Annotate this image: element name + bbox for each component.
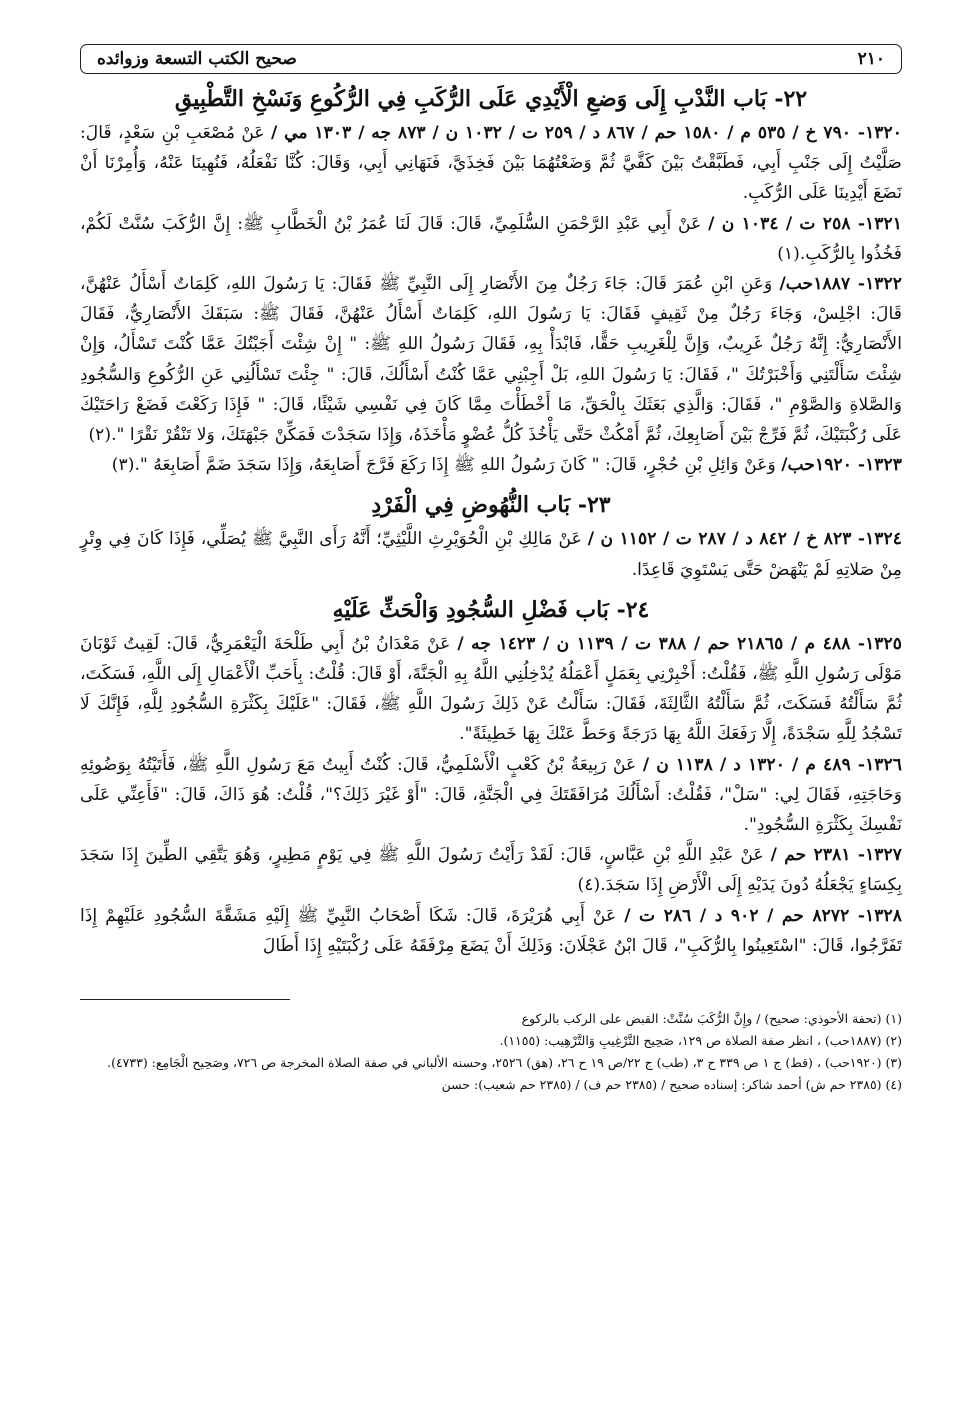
- hadith-refs: ١٣٢٢- ١٨٨٧حب/: [779, 274, 903, 295]
- footnote: (٢) (١٨٨٧حب) ، انظر صفة الصلاة ص ١٢٩، صَحِيح التَّرْغِيبِ وَالتَّرْهِيب: (١١٥٥).: [499, 1033, 902, 1049]
- hadith-text: عَنْ عَبْدِ اللَّهِ بْنِ عَبَّاسٍ، قَالَ: لَقَدْ رَأَيْتُ رَسُولَ اللَّهِ ﷺ فِي يَوْمٍ مَطِيرٍ، وَهُوَ يَتَّقِي الطِّينَ إِذَا سَجَدَ بِكِسَاءٍ يَجْعَلُهُ دُونَ يَدَيْهِ إِلَى الْأَرْضِ إِذَا سَجَدَ.(٤): [80, 845, 902, 896]
- page-number: ٢١٠: [857, 49, 885, 69]
- hadith-text: وَعَنْ وَائِلِ بْنِ حُجْرٍ، قَالَ: " كَانَ رَسُولُ اللهِ ﷺ إِذَا رَكَعَ فَرَّجَ أَصَابِعَهُ، وَإِذَا سَجَدَ ضَمَّ أَصَابِعَهُ ".(٣): [111, 455, 782, 476]
- hadith-refs: ١٣٢٦- ٤٨٩ م / ١٣٢٠ د / ١١٣٨ ن /: [642, 754, 902, 775]
- page: [80, 44, 902, 1096]
- hadith-text: عَنْ مُصْعَبِ بْنِ سَعْدٍ، قَالَ: صَلَّيْتُ إِلَى جَنْبِ أَبِي، فَطَبَّقْتُ بَيْنَ كَفَّيَّ ثُمَّ وَضَعْتُهُمَا بَيْنَ فَخِذَيَّ، فَنَهَانِي أَبِي، وَقَالَ: كُنَّا نَفْعَلُهُ، فَنُهِينَا عَنْهُ، وَأُمِرْنَا أَنْ نَضَعَ أَيْدِينَا عَلَى الرُّكَبِ.: [80, 123, 902, 204]
- hadith-entry: [80, 629, 902, 750]
- book-title: صحيح الكتب التسعة وزوائده: [97, 49, 297, 69]
- hadith-text: وَعَنِ ابْنِ عُمَرَ قَالَ: جَاءَ رَجُلٌ مِنَ الأَنْصَارِ إِلَى النَّبِيِّ ﷺ فَقَالَ: يَا رَسُولَ اللهِ، كَلِمَاتٌ أَسْأَلُ عَنْهُنَّ، قَالَ: اجْلِسْ، وَجَاءَ رَجُلٌ مِنْ ثَقِيفٍ فَقَالَ: يَا رَسُولَ اللهِ، كَلِمَاتٌ أَسْأَلُ عَنْهُنَّ، فَقَالَ ﷺ: سَبَقَكَ الأَنْصَارِيُّ، فَقَالَ الأَنْصَارِيُّ: إِنَّهُ رَجُلٌ غَرِيبٌ، وَإِنَّ لِلْغَرِيبِ حَقًّا، فَابْدَأْ بِهِ، فَقَالَ رَسُولُ اللهِ ﷺ: " إِنْ شِئْتَ أَجَبْتُكَ عَمَّا كُنْتَ تَسْأَلُ، وَإِنْ شِئْتَ سَأَلْتَنِي وَأَخْبَرْتُكَ "، فَقَالَ: يَا رَسُولَ اللهِ، بَلْ أَجِبْنِي عَمَّا كُنْتُ أَسْأَلُكَ، قَالَ: " جِئْتَ تَسْأَلُنِي عَنِ الرُّكُوعِ وَالسُّجُودِ وَالصَّلاةِ وَالصَّوْمِ "، فَقَالَ: وَالَّذِي بَعَثَكَ بِالْحَقِّ، مَا أَخْطَأْتَ مِمَّا كَانَ فِي نَفْسِي شَيْئًا، قَالَ: " فَإِذَا رَكَعْتَ فَضَعْ رَاحَتَيْكَ عَلَى رُكْبَتَيْكَ، ثُمَّ فَرِّجْ بَيْنَ أَصَابِعِكَ، ثُمَّ أَمْكُثْ حَتَّى يَأْخُذَ كُلُّ عُضْوٍ مَأْخَذَهُ، وَإِذَا سَجَدْتَ فَمَكِّنْ جَبْهَتَكَ، وَلا تَنْقُرْ نَقْرًا ".(٢): [80, 274, 902, 446]
- chapter-heading: ٢٤- بَاب فَضْلِ السُّجُودِ وَالْحَثِّ عَلَيْهِ: [332, 596, 650, 623]
- chapter-heading: ٢٣- بَاب النُّهُوضِ فِي الْفَرْدِ: [371, 492, 611, 519]
- footnote: (٣) (١٩٢٠حب) ، (قط) ج ١ ص ٣٣٩ ح ٣، (طب) ج ٢٢/ص ١٩ ح ٢٦، (هق) ٢٥٢٦، وحسنه الألباني في صفة الصلاة المخرجة ص ٧٢٦، وصَحِيح الْجَامِع: (٤٧٣٣).: [107, 1055, 902, 1071]
- hadith-entry: [80, 901, 902, 961]
- hadith-entry: [80, 840, 902, 900]
- hadith-refs: ١٣٢٨- ٨٢٧٢ حم / ٩٠٢ د / ٢٨٦ ت /: [624, 905, 902, 926]
- hadith-text: عَنْ أَبِي هُرَيْرَةَ، قَالَ: شَكَا أَصْحَابُ النَّبِيِّ ﷺ إِلَيْهِ مَشَقَّةَ السُّجُودِ عَلَيْهِمْ إِذَا تَفَرَّجُوا، قَالَ: "اسْتَعِينُوا بِالرُّكَبِ"، قَالَ ابْنُ عَجْلَانَ: وَذَلِكَ أَنْ يَضَعَ مِرْفَقَهُ عَلَى رُكْبَتَيْهِ إِذَا أَطَالَ: [80, 905, 902, 956]
- hadith-text: عَنْ رَبِيعَةُ بْنُ كَعْبٍ الْأَسْلَمِيُّ، قَالَ: كُنْتُ أَبِيتُ مَعَ رَسُولِ اللَّهِ ﷺ، فَأَتَيْتُهُ بِوَضُوئِهِ وَحَاجَتِهِ، فَقَالَ لِي: "سَلْ"، فَقُلْتُ: أَسْأَلُكَ مُرَافَقَتَكَ فِي الْجَنَّةِ، قَالَ: "أَوْ غَيْرَ ذَلِكَ؟"، قُلْتُ: هُوَ ذَاكَ، قَالَ: "فَأَعِنِّي عَلَى نَفْسِكَ بِكَثْرَةِ السُّجُودِ".: [80, 754, 902, 836]
- footnote-separator: [80, 999, 290, 1000]
- hadith-text: عَنْ مَالِكِ بْنِ الْحُوَيْرِثِ اللَّيْثِيِّ؛ أَنَّهُ رَأَى النَّبِيَّ ﷺ يُصَلِّي، فَإِذَا كَانَ فِي وِتْرٍ مِنْ صَلاتِهِ لَمْ يَنْهَضْ حَتَّى يَسْتَوِيَ قَاعِدًا.: [80, 529, 902, 580]
- chapter-heading: ٢٢- بَاب النَّدْبِ إِلَى وَضعِ الْأَيْدِي عَلَى الرُّكَبِ فِي الرُّكُوعِ وَنَسْخِ التَّطْبِيقِ: [174, 86, 808, 112]
- footnote: (٤) (٢٣٨٥ حم ش) أحمد شاكر: إسناده صحيح / (٢٣٨٥ حم ف) / (٢٣٨٥ حم شعيب): حسن: [441, 1077, 902, 1093]
- footnote-separator-wrap: [80, 999, 902, 1000]
- hadith-refs: ١٣٢٣- ١٩٢٠حب/: [781, 455, 902, 476]
- hadith-entry: [80, 750, 902, 841]
- hadith-refs: ١٣٢٤- ٨٢٣ خ / ٨٤٢ د / ٢٨٧ ت / ١١٥٢ ن /: [587, 529, 902, 550]
- hadith-refs: ١٣٢٠- ٧٩٠ خ / ٥٣٥ م / ١٥٨٠ حم / ٨٦٧ د / ٢٥٩ ت / ١٠٣٢ ن / ٨٧٣ جه / ١٣٠٣ مي /: [270, 123, 903, 143]
- hadith-refs: ١٣٢١- ٢٥٨ ت / ١٠٣٤ ن /: [708, 213, 902, 234]
- hadith-refs: ١٣٢٧- ٢٣٨١ حم /: [770, 845, 902, 866]
- hadith-entry: [80, 209, 902, 269]
- footnotes: [80, 1008, 902, 1096]
- hadith-text: عَنْ مَعْدَانُ بْنُ أَبِي طَلْحَةَ الْيَعْمَرِيُّ، قَالَ: لَقِيتُ ثَوْبَانَ مَوْلَى رَسُولِ اللَّهِ ﷺ، فَقُلْتُ: أَخْبِرْنِي بِعَمَلٍ أَعْمَلُهُ يُدْخِلُنِي اللَّهُ بِهِ الْجَنَّةَ، أَوْ قَالَ: قُلْتُ: بِأَحَبِّ الْأَعْمَالِ إِلَى اللَّهِ، فَسَكَتَ، ثُمَّ سَأَلْتُهُ فَسَكَتَ، ثُمَّ سَأَلْتُهُ الثَّالِثَةَ، فَقَالَ: سَأَلْتُ عَنْ ذَلِكَ رَسُولَ اللَّهِ ﷺ، فَقَالَ: "عَلَيْكَ بِكَثْرَةِ السُّجُودِ لِلَّهِ، فَإِنَّكَ لَا تَسْجُدُ لِلَّهِ سَجْدَةً، إِلَّا رَفَعَكَ اللَّهُ بِهَا دَرَجَةً وَحَطَّ عَنْكَ بِهَا خَطِيئَةً".: [80, 633, 902, 745]
- footnote: (١) (تحفة الأحوذي: صحيح) / وإِنَّ الرُّكَبَ سُنَّتْ: القبض على الركب بالركوع: [521, 1011, 902, 1027]
- hadith-entry: [80, 524, 902, 584]
- hadith-entry: [80, 118, 902, 209]
- page-header: [80, 44, 902, 74]
- hadith-text: عَنْ أَبِي عَبْدِ الرَّحْمَنِ السُّلَمِيِّ، قَالَ: قَالَ لَنَا عُمَرُ بْنُ الْخَطَّابِ ﷺ: إِنَّ الرُّكَبَ سُنَّتْ لَكُمْ، فَخُذُوا بِالرُّكَبِ.(١): [80, 213, 902, 264]
- hadith-refs: ١٣٢٥- ٤٨٨ م / ٢١٨٦٥ حم / ٣٨٨ ت / ١١٣٩ ن / ١٤٢٣ جه /: [457, 633, 902, 654]
- hadith-entry: [80, 269, 902, 450]
- hadith-entry: [80, 450, 902, 480]
